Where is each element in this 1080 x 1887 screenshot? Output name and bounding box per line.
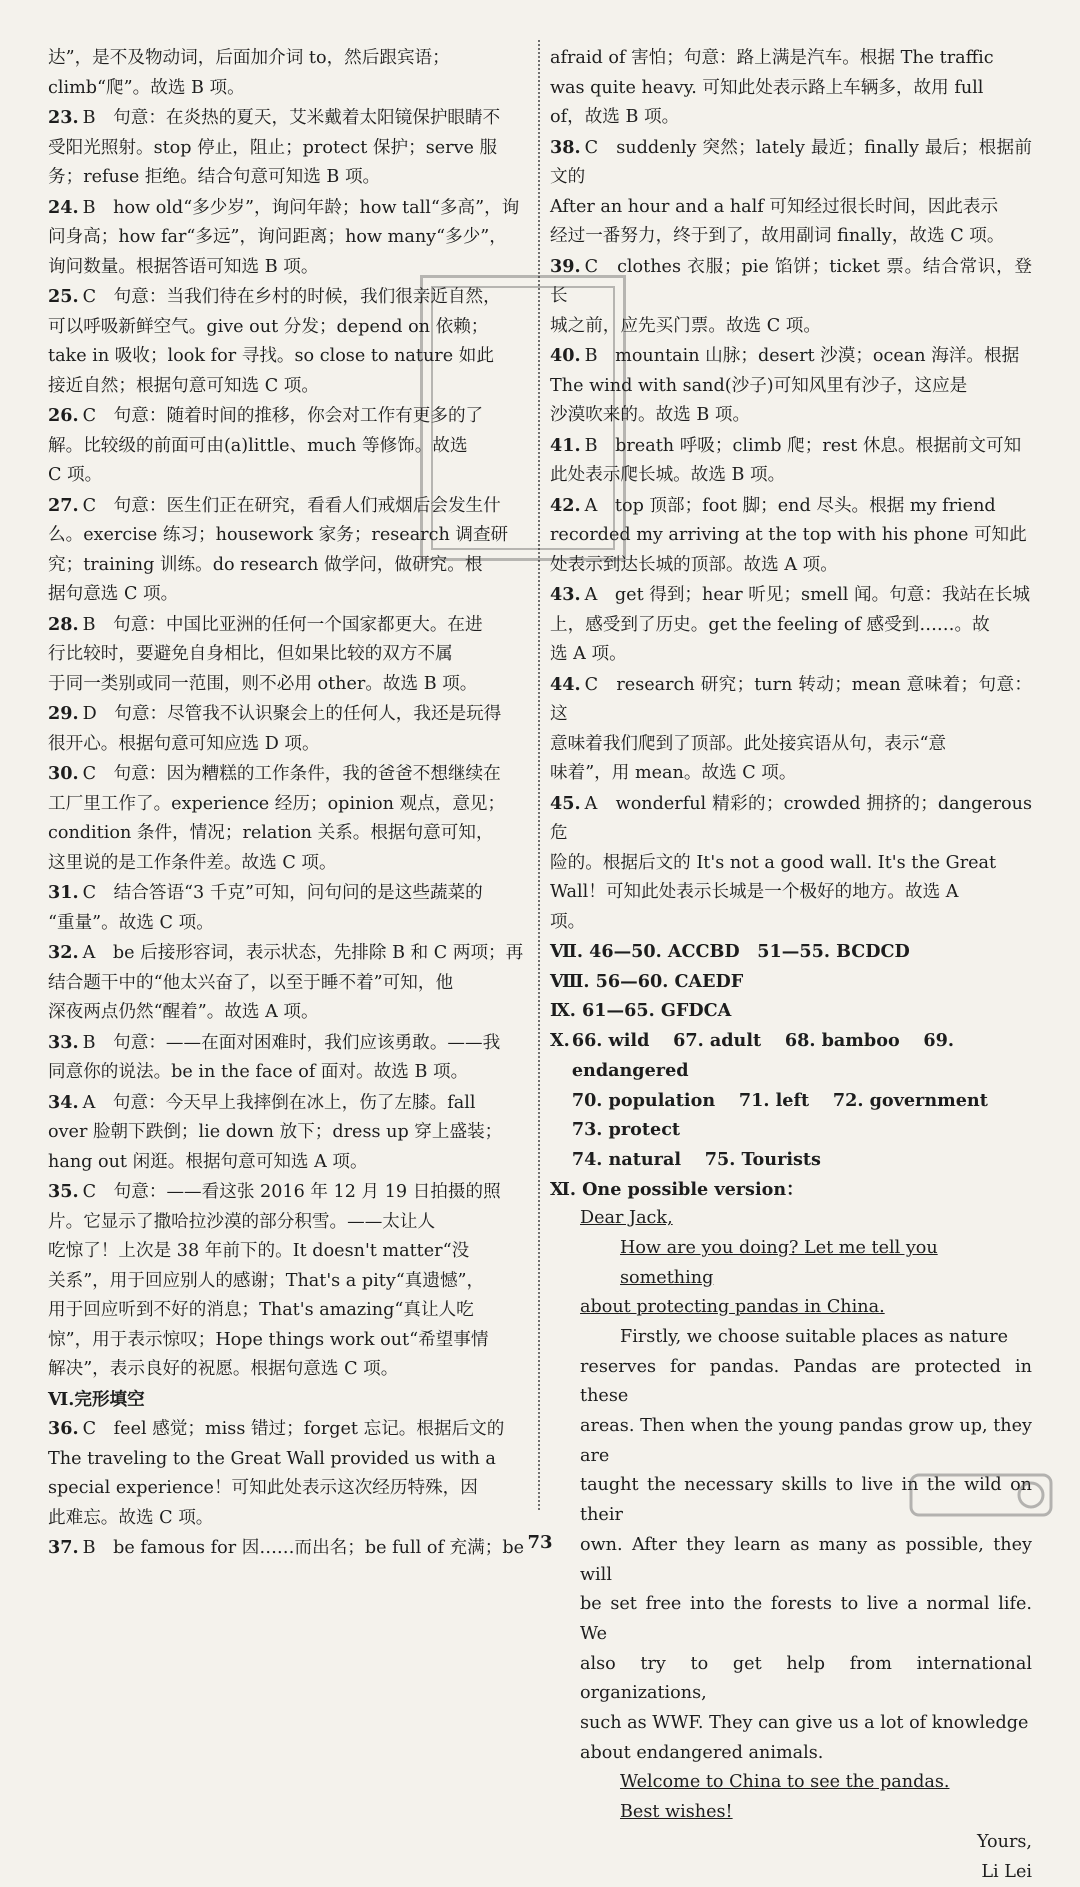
text-line xyxy=(48,1118,530,1148)
text-line xyxy=(48,1445,530,1475)
right-item xyxy=(550,670,1032,789)
question-number: 36. xyxy=(48,1418,79,1439)
body-line: taught the necessary skills to live in the wild on their xyxy=(580,1475,1032,1526)
line-text: B mountain 山脉；desert 沙漠；ocean 海洋。根据 xyxy=(584,346,1020,366)
line-text: 究；training 训练。do research 做学问，做研究。根 xyxy=(48,554,483,575)
question-number: 29. xyxy=(48,703,79,724)
text-line xyxy=(48,1474,530,1504)
left-item xyxy=(48,1414,530,1533)
text-line xyxy=(550,670,1032,730)
line-text: 据句意选 C 项。 xyxy=(48,584,179,604)
question-number: Ⅵ. xyxy=(48,1388,75,1410)
line-text: 关系”，用于回应别人的感谢；That's a pity“真遗憾”， xyxy=(48,1270,485,1291)
line-text: 惊”，用于表示惊叹；Hope things work out“希望事情 xyxy=(48,1329,489,1350)
line-text: A top 顶部；foot 脚；end 尽头。根据 my friend xyxy=(584,495,996,516)
line-text: 行比较时，要避免自身相比，但如果比较的双方不属 xyxy=(48,644,453,664)
text-line xyxy=(48,1177,530,1208)
question-number: 24. xyxy=(48,196,79,218)
intro-line: How are you doing? Let me tell you something xyxy=(620,1237,938,1288)
fill-row: 70. population 71. left 72. government 73. protect xyxy=(571,1089,1012,1141)
line-text: 处表示到达长城的顶部。故选 A 项。 xyxy=(550,554,838,575)
body-line: own. After they learn as many as possible, they will xyxy=(580,1534,1032,1585)
line-text: 此处表示爬长城。故选 B 项。 xyxy=(550,465,786,485)
question-number: 30. xyxy=(48,763,79,784)
line-text: special experience！可知此处表示这次经历特殊，因 xyxy=(48,1478,478,1498)
text-line xyxy=(48,1267,530,1297)
text-line xyxy=(48,134,530,164)
line-text: C 句意：——看这张 2016 年 12 月 19 日拍摄的照 xyxy=(82,1182,501,1202)
line-text: 么。exercise 练习；housework 家务；research 调查研 xyxy=(48,525,509,545)
line-text: After an hour and a half 可知经过很长时间，因此表示 xyxy=(550,196,999,217)
line-text: 受阳光照射。stop 停止，阻止；protect 保护；serve 服 xyxy=(48,137,498,158)
text-line xyxy=(48,1355,530,1385)
text-line xyxy=(550,133,1032,193)
line-text: was quite heavy. 可知此处表示路上车辆多，故用 full xyxy=(550,77,984,98)
question-number: 39. xyxy=(550,255,581,277)
text-line xyxy=(48,699,530,730)
left-item xyxy=(48,699,530,759)
text-line xyxy=(48,1028,530,1059)
question-number: 44. xyxy=(550,673,581,695)
line-text: C suddenly 突然；lately 最近；finally 最后；根据前文的 xyxy=(550,137,1032,187)
left-item xyxy=(48,193,530,283)
line-text: 可以呼吸新鲜空气。give out 分发；depend on 依赖； xyxy=(48,316,489,337)
text-line xyxy=(550,74,1032,104)
text-line xyxy=(48,998,530,1028)
line-text: The traveling to the Great Wall provided us with a xyxy=(48,1448,496,1469)
line-text: hang out 闲逛。根据句意可知选 A 项。 xyxy=(48,1151,368,1172)
line-text: over 脸朝下跌倒；lie down 放下；dress up 穿上盛装； xyxy=(48,1122,503,1142)
fill-in-answers: Ⅹ. 66. wild 67. adult 68. bamboo 69. endangered 70. population 71. left 72. government 73. protect 74. natural 75. Tourists xyxy=(550,1026,1032,1175)
question-number: 31. xyxy=(48,882,79,903)
line-text: 解决”，表示良好的祝愿。根据句意选 C 项。 xyxy=(48,1359,399,1379)
text-line xyxy=(550,611,1032,641)
text-line xyxy=(48,909,530,939)
text-line xyxy=(550,789,1032,849)
question-number: 35. xyxy=(48,1181,79,1202)
text-line xyxy=(48,878,530,909)
left-item xyxy=(48,1177,530,1385)
body-line: areas. Then when the young pandas grow up, they are xyxy=(580,1416,1032,1466)
essay-wishes: Best wishes! xyxy=(620,1802,733,1823)
stamp-seal xyxy=(420,275,626,561)
text-line xyxy=(550,193,1032,223)
essay-intro xyxy=(580,1234,1032,1323)
text-line xyxy=(48,969,530,999)
line-text: 吃惊了！上次是 38 年前下的。It doesn't matter“没 xyxy=(48,1241,470,1261)
line-text: 选 A 项。 xyxy=(550,644,627,664)
line-text: C clothes 衣服；pie 馅饼；ticket 票。结合常识，登长 xyxy=(550,256,1032,306)
text-line xyxy=(48,103,530,134)
line-text: 结合题干中的“他太兴奋了，以至于睡不着”可知，他 xyxy=(48,972,454,993)
left-item xyxy=(48,610,530,700)
left-item xyxy=(48,103,530,193)
line-text: condition 条件，情况；relation 关系。根据句意可知， xyxy=(48,823,494,843)
text-line xyxy=(48,1385,530,1415)
question-number: 23. xyxy=(48,107,79,128)
line-text: 很开心。根据句意可知应选 D 项。 xyxy=(48,733,320,754)
left-item xyxy=(48,759,530,878)
right-item xyxy=(550,133,1032,252)
line-text: 城之前，应先买门票。故选 C 项。 xyxy=(550,315,821,336)
line-text: 解。比较级的前面可由(a)little、much 等修饰。故选 xyxy=(48,435,468,456)
line-text: 片。它显示了撒哈拉沙漠的部分积雪。——太让人 xyxy=(48,1211,436,1232)
left-column xyxy=(48,44,530,1564)
body-line: such as WWF. They can give us a lot of knowledge xyxy=(580,1713,1029,1734)
body-line: be set free into the forests to live a normal life. We xyxy=(580,1594,1032,1644)
text-line xyxy=(550,908,1032,938)
line-text: B how old“多少岁”，询问年龄；how tall“多高”，询 xyxy=(82,197,520,218)
line-text: B 句意：——在面对困难时，我们应该勇敢。——我 xyxy=(82,1032,501,1053)
question-number: 41. xyxy=(550,434,581,456)
line-text: 达”，是不及物动词，后面加介词 to，然后跟宾语； xyxy=(48,48,450,68)
line-text: 上，感受到了历史。get the feeling of 感受到……。故 xyxy=(550,614,990,635)
line-text: C 句意：医生们正在研究，看看人们戒烟后会发生什 xyxy=(82,495,501,516)
text-line xyxy=(550,44,1032,74)
line-text: B be famous for 因……而出名；be full of 充满；be xyxy=(82,1538,525,1558)
question-number: 33. xyxy=(48,1031,79,1053)
answer-line: Ⅸ. 61—65. GFDCA xyxy=(550,1000,732,1022)
text-line xyxy=(550,580,1032,611)
question-number: 37. xyxy=(48,1537,79,1558)
line-text: A wonderful 精彩的；crowded 拥挤的；dangerous 危 xyxy=(550,793,1032,843)
left-item xyxy=(48,878,530,938)
text-line xyxy=(48,1237,530,1267)
essay-greeting: Dear Jack, xyxy=(580,1208,673,1229)
line-text: C 句意：随着时间的推移，你会对工作有更多的了 xyxy=(82,406,484,426)
line-text: C research 研究；turn 转动；mean 意味着；句意：这 xyxy=(550,674,1032,724)
text-line xyxy=(48,1504,530,1534)
text-line xyxy=(48,193,530,224)
question-number: 40. xyxy=(550,345,581,366)
essay-signature: Li Lei xyxy=(981,1861,1032,1882)
line-text: 用于回应听到不好的消息；That's amazing“真让人吃 xyxy=(48,1300,474,1320)
left-item xyxy=(48,1088,530,1178)
line-text: 此难忘。故选 C 项。 xyxy=(48,1507,214,1528)
question-number: 27. xyxy=(48,494,79,516)
watermark-logo xyxy=(906,1470,1056,1540)
line-text: climb“爬”。故选 B 项。 xyxy=(48,77,245,98)
line-text: “重量”。故选 C 项。 xyxy=(48,912,214,933)
answer-line: Ⅷ. 56—60. CAEDF xyxy=(550,970,744,992)
line-text: D 句意：尽管我不认识聚会上的任何人，我还是玩得 xyxy=(82,704,502,724)
text-line xyxy=(48,790,530,820)
text-line xyxy=(48,1296,530,1326)
text-line xyxy=(48,730,530,760)
text-line xyxy=(48,1414,530,1445)
line-text: B 句意：在炎热的夏天，艾米戴着太阳镜保护眼睛不 xyxy=(82,108,501,128)
right-item xyxy=(550,580,1032,670)
question-number: 25. xyxy=(48,286,79,307)
line-text: 问身高；how far“多远”，询问距离；how many“多少”， xyxy=(48,227,507,247)
fill-row: 74. natural 75. Tourists xyxy=(571,1148,821,1170)
text-line xyxy=(48,1326,530,1356)
text-line xyxy=(550,103,1032,133)
line-text: afraid of 害怕；句意：路上满是汽车。根据 The traffic xyxy=(550,48,994,68)
intro-line: about protecting pandas in China. xyxy=(580,1297,885,1318)
line-text: C 结合答语“3 千克”可知，问句问的是这些蔬菜的 xyxy=(82,883,483,903)
line-text: 接近自然；根据句意可知选 C 项。 xyxy=(48,375,319,396)
left-item xyxy=(48,44,530,103)
text-line xyxy=(48,1208,530,1238)
text-line xyxy=(48,1088,530,1119)
text-line xyxy=(48,759,530,790)
body-line: about endangered animals. xyxy=(580,1742,824,1763)
line-text: 经过一番努力，终于到了，故用副词 finally，故选 C 项。 xyxy=(550,226,1005,246)
left-item xyxy=(48,938,530,1028)
text-line xyxy=(48,938,530,969)
line-text: 意味着我们爬到了顶部。此处接宾语从句，表示“意 xyxy=(550,733,947,754)
text-line xyxy=(48,640,530,670)
line-text: 于同一类别或同一范围，则不必用 other。故选 B 项。 xyxy=(48,673,478,694)
text-line xyxy=(48,610,530,641)
line-text: 完形填空 xyxy=(74,1388,145,1410)
line-text: 务；refuse 拒绝。结合句意可知选 B 项。 xyxy=(48,167,381,187)
page-number: 73 xyxy=(527,1532,553,1553)
line-text: C feel 感觉；miss 错过；forget 忘记。根据后文的 xyxy=(82,1419,505,1439)
line-text: 项。 xyxy=(550,911,586,932)
line-text: take in 吸收；look for 寻找。so close to nature 如此 xyxy=(48,346,494,366)
text-line xyxy=(550,759,1032,789)
line-text: A be 后接形容词，表示状态，先排除 B 和 C 两项；再 xyxy=(82,943,524,963)
text-line xyxy=(48,74,530,104)
line-text: C 句意：因为糟糕的工作条件，我的爸爸不想继续在 xyxy=(82,764,501,784)
right-item xyxy=(550,44,1032,133)
text-line xyxy=(48,163,530,193)
question-number: 26. xyxy=(48,405,79,426)
body-line: reserves for pandas. Pandas are protected in these xyxy=(580,1356,1032,1407)
line-text: B 句意：中国比亚洲的任何一个国家都更大。在进 xyxy=(82,614,483,635)
text-line xyxy=(48,670,530,700)
line-text: 深夜两点仍然“醒着”。故选 A 项。 xyxy=(48,1002,319,1022)
line-text: 同意你的说法。be in the face of 面对。故选 B 项。 xyxy=(48,1062,469,1082)
text-line xyxy=(48,580,530,610)
line-text: C 项。 xyxy=(48,465,103,485)
essay-closing: Yours, xyxy=(976,1831,1032,1852)
question-number: 42. xyxy=(550,494,581,516)
line-text: 询问数量。根据答语可知选 B 项。 xyxy=(48,256,319,277)
text-line xyxy=(550,849,1032,879)
text-line xyxy=(48,44,530,74)
text-line xyxy=(48,1148,530,1178)
line-text: Wall！可知此处表示长城是一个极好的地方。故选 A xyxy=(550,882,959,902)
question-number: 28. xyxy=(48,613,79,635)
text-line xyxy=(48,223,530,253)
question-number: 34. xyxy=(48,1091,79,1113)
line-text: A get 得到；hear 听见；smell 闻。句意：我站在长城 xyxy=(584,585,1030,605)
body-line: also try to get help from international organizations, xyxy=(580,1653,1032,1704)
line-text: 这里说的是工作条件差。故选 C 项。 xyxy=(48,852,337,873)
line-text: C 句意：当我们待在乡村的时候，我们很亲近自然， xyxy=(82,287,501,307)
text-line xyxy=(48,819,530,849)
text-line xyxy=(48,849,530,879)
left-item xyxy=(48,1028,530,1088)
column-divider xyxy=(538,40,540,1510)
question-number: 32. xyxy=(48,942,79,963)
essay-welcome: Welcome to China to see the pandas. xyxy=(620,1772,950,1793)
text-line xyxy=(550,222,1032,252)
text-line xyxy=(550,878,1032,908)
line-text: 险的。根据后文的 It's not a good wall. It's the Great xyxy=(550,852,997,873)
text-line xyxy=(550,730,1032,760)
line-text: B breath 呼吸；climb 爬；rest 休息。根据前文可知 xyxy=(584,435,1022,456)
question-number: 38. xyxy=(550,136,581,158)
fill-row: 66. wild 67. adult 68. bamboo 69. endangered xyxy=(571,1030,955,1081)
answer-keys xyxy=(550,937,1032,1026)
body-line: Firstly, we choose suitable places as nature xyxy=(620,1326,1009,1347)
line-text: The wind with sand(沙子)可知风里有沙子，这应是 xyxy=(550,375,968,396)
line-text: 工厂里工作了。experience 经历；opinion 观点，意见； xyxy=(48,793,506,814)
line-text: A 句意：今天早上我摔倒在冰上，伤了左膝。fall xyxy=(82,1092,476,1113)
line-text: of，故选 B 项。 xyxy=(550,107,680,127)
line-text: recorded my arriving at the top with his phone 可知此 xyxy=(550,525,1027,545)
left-item xyxy=(48,1385,530,1415)
text-line xyxy=(550,640,1032,670)
right-item xyxy=(550,789,1032,938)
text-line xyxy=(48,1058,530,1088)
question-number: 45. xyxy=(550,792,581,814)
question-number: 43. xyxy=(550,584,581,605)
answer-line: Ⅶ. 46—50. ACCBD 51—55. BCDCD xyxy=(550,941,910,962)
line-text: 沙漠吹来的。故选 B 项。 xyxy=(550,405,751,425)
line-text: 味着”，用 mean。故选 C 项。 xyxy=(550,763,797,783)
essay-heading: Ⅺ. One possible version： xyxy=(550,1178,804,1200)
